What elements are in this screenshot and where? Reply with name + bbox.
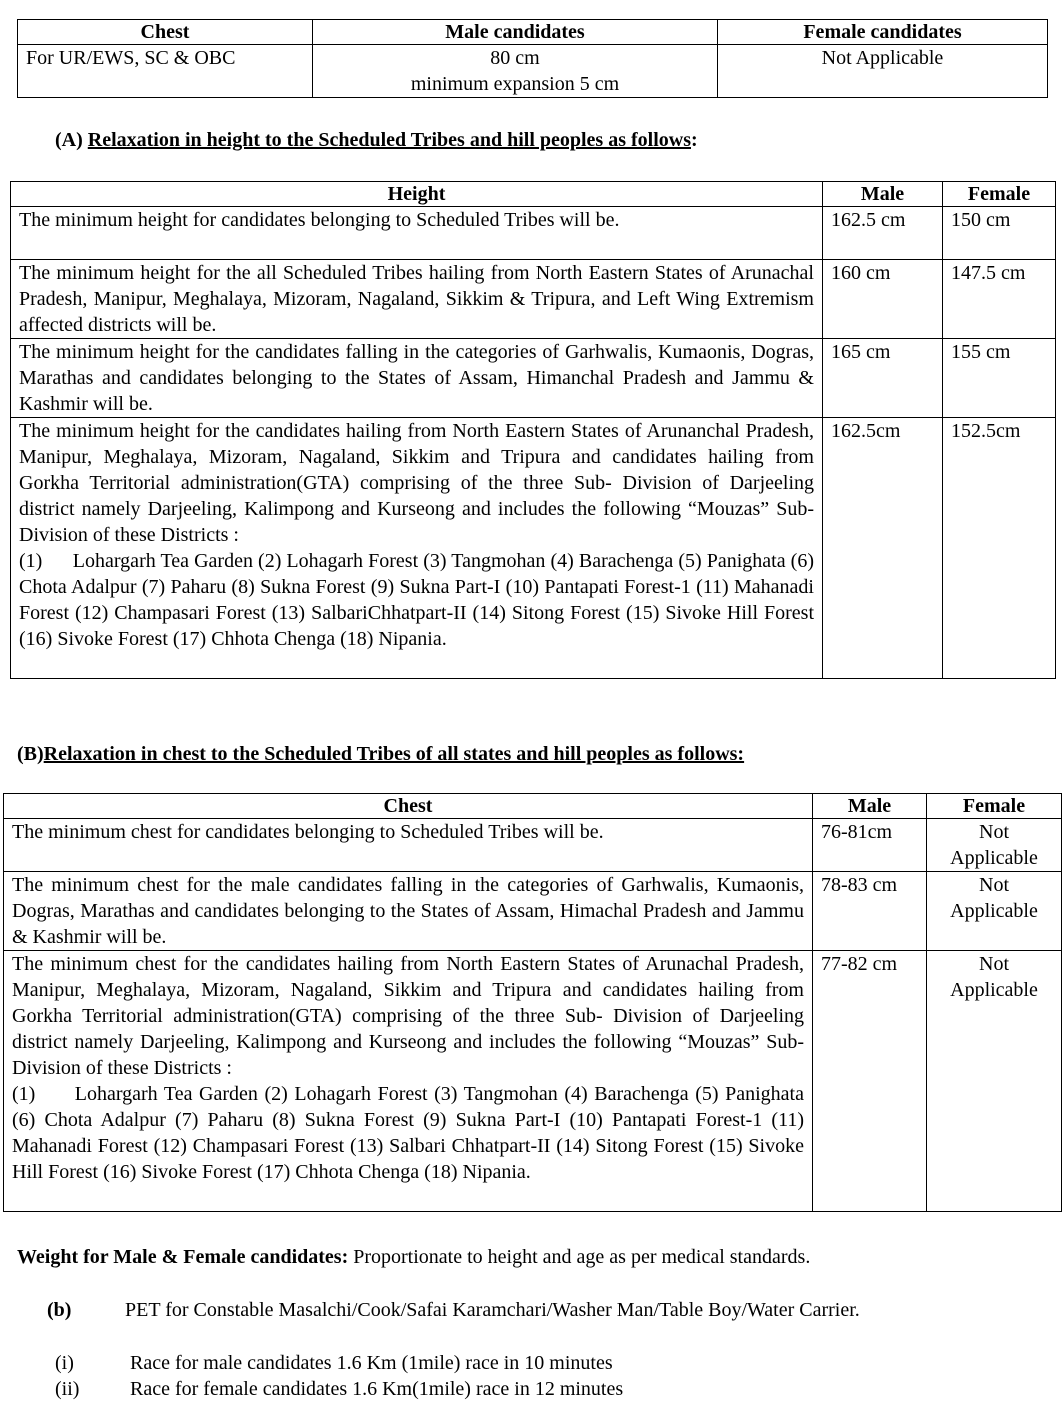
chest-table-header: Chest xyxy=(18,20,313,45)
chest-desc-cell: The minimum chest for candidates belonging to Scheduled Tribes will be. xyxy=(4,819,813,872)
height-male-cell: 165 cm xyxy=(823,339,943,418)
pet-text: PET for Constable Masalchi/Cook/Safai Karamchari/Washer Man/Table Boy/Water Carrier. xyxy=(125,1299,860,1321)
height-desc-text: The minimum height for the candidates hailing from North Eastern States of Arunanchal Pradesh, Manipur, Meghalaya, Mizoram, Nagaland, Sikkim and Tripura and candidates hailing from Gorkha Territorial administration(GTA) comprising of the three Sub- Division of Darjeeling district namely Darjeeling, Kalimpong and Kurseong and includes the following “Mouzas” Sub-Division of these Districts : xyxy=(19,420,814,546)
height-male-cell: 162.5 cm xyxy=(823,207,943,260)
section-b-heading xyxy=(17,741,1017,767)
height-male-cell: 162.5cm xyxy=(823,418,943,679)
table-row xyxy=(18,45,1048,98)
chest-relaxation-header: Male xyxy=(813,794,927,819)
chest-male-cell: 78-83 cm xyxy=(813,872,927,951)
chest-table xyxy=(17,19,1048,98)
height-table-header: Female xyxy=(943,182,1056,207)
pet-marker: (b) xyxy=(47,1299,72,1321)
chest-table-header: Female candidates xyxy=(718,20,1048,45)
table-row xyxy=(11,339,1056,418)
chest-female-cell: Not Applicable xyxy=(927,819,1062,872)
male-chest-expansion: minimum expansion 5 cm xyxy=(410,73,620,95)
chest-desc-cell xyxy=(4,951,813,1212)
male-value-cell xyxy=(313,45,718,98)
height-table-header-row xyxy=(11,182,1056,207)
height-female-cell: 150 cm xyxy=(943,207,1056,260)
height-female-cell: 147.5 cm xyxy=(943,260,1056,339)
section-a-heading xyxy=(55,127,1015,153)
height-female-cell: 152.5cm xyxy=(943,418,1056,679)
weight-label: Weight for Male & Female candidates: xyxy=(17,1246,349,1268)
chest-female-cell: Not Applicable xyxy=(927,951,1062,1212)
race-text: Race for male candidates 1.6 Km (1mile) race in 10 minutes xyxy=(130,1352,613,1374)
female-value-cell: Not Applicable xyxy=(718,45,1048,98)
race-item xyxy=(55,1350,1055,1376)
section-a-prefix: (A) xyxy=(55,129,88,151)
male-chest-value: 80 cm xyxy=(490,47,540,69)
height-table xyxy=(10,181,1056,679)
chest-relaxation-header-row xyxy=(4,794,1062,819)
table-row xyxy=(4,819,1062,872)
table-row xyxy=(11,207,1056,260)
category-cell xyxy=(18,45,313,98)
chest-relaxation-header: Female xyxy=(927,794,1062,819)
table-row xyxy=(4,872,1062,951)
height-table-header: Height xyxy=(11,182,823,207)
pet-paragraph xyxy=(47,1297,1047,1323)
weight-text: Proportionate to height and age as per medical standards. xyxy=(348,1246,811,1268)
weight-paragraph xyxy=(17,1244,1047,1270)
chest-female-cell: Not Applicable xyxy=(927,872,1062,951)
table-row xyxy=(4,951,1062,1212)
mouzas-list: (1) Lohargarh Tea Garden (2) Lohagarh Forest (3) Tangmohan (4) Barachenga (5) Panighata (6) Chota Adalpur (7) Paharu (8) Sukna Forest (9) Sukna Part-I (10) Pantapati Forest-1 (11) Mahanadi Forest (12) Champasari Forest (13) SalbariChhatpart-II (14) Sitong Forest (15) Sivoke Hill Forest (16) Sivoke Forest (17) Chhota Chenga (18) Nipania. xyxy=(19,550,819,650)
table-row xyxy=(11,418,1056,679)
chest-desc-cell: The minimum chest for the male candidates falling in the categories of Garhwalis, Kumaonis, Dogras, Marathas and candidates belonging to the States of Assam, Himachal Pradesh and Jammu & Kashmir will be. xyxy=(4,872,813,951)
race-marker: (i) xyxy=(55,1352,74,1374)
height-desc-cell xyxy=(11,418,823,679)
height-desc-cell: The minimum height for the candidates falling in the categories of Garhwalis, Kumaonis, Dogras, Marathas and candidates belonging to the States of Assam, Himanchal Pradesh and Jammu & Kashmir will be. xyxy=(11,339,823,418)
race-item xyxy=(55,1376,1055,1402)
chest-male-cell: 77-82 cm xyxy=(813,951,927,1212)
chest-relaxation-table xyxy=(3,793,1062,1212)
race-text: Race for female candidates 1.6 Km(1mile) race in 12 minutes xyxy=(130,1378,624,1400)
chest-desc-text: The minimum chest for the candidates hailing from North Eastern States of Arunachal Pradesh, Manipur, Meghalaya, Mizoram, Nagaland, Sikkim and Tripura and candidates hailing from Gorkha Territorial administration(GTA) comprising of the three Sub- Division of Darjeeling district namely Darjeeling, Kalimpong and Kurseong and includes the following “Mouzas” Sub-Division of these Districts : xyxy=(12,953,804,1079)
height-female-cell: 155 cm xyxy=(943,339,1056,418)
chest-relaxation-header: Chest xyxy=(4,794,813,819)
height-desc-cell: The minimum height for candidates belonging to Scheduled Tribes will be. xyxy=(11,207,823,260)
section-b-prefix: (B) xyxy=(17,743,44,765)
chest-male-cell: 76-81cm xyxy=(813,819,927,872)
height-desc-cell: The minimum height for the all Scheduled Tribes hailing from North Eastern States of Arunachal Pradesh, Manipur, Meghalaya, Mizoram, Nagaland, Sikkim & Tripura, and Left Wing Extremism affected districts will be. xyxy=(11,260,823,339)
race-marker: (ii) xyxy=(55,1378,80,1400)
chest-table-header-row xyxy=(18,20,1048,45)
section-a-title: Relaxation in height to the Scheduled Tribes and hill peoples as follows xyxy=(87,129,691,151)
mouzas-list: (1) Lohargarh Tea Garden (2) Lohagarh Forest (3) Tangmohan (4) Barachenga (5) Panighata (6) Chota Adalpur (7) Paharu (8) Sukna Forest (9) Sukna Part-I (10) Pantapati Forest-1 (11) Mahanadi Forest (12) Champasari Forest (13) Salbari Chhatpart-II (14) Sitong Forest (15) Sivoke Hill Forest (16) Sivoke Forest (17) Chhota Chenga (18) Nipania. xyxy=(12,1083,809,1183)
section-a-suffix: : xyxy=(691,129,698,151)
chest-table-header: Male candidates xyxy=(313,20,718,45)
height-table-header: Male xyxy=(823,182,943,207)
height-male-cell: 160 cm xyxy=(823,260,943,339)
table-row xyxy=(11,260,1056,339)
section-b-title: Relaxation in chest to the Scheduled Tribes of all states and hill peoples as follows: xyxy=(43,743,745,765)
category-text: For UR/EWS, SC & OBC xyxy=(26,47,236,69)
